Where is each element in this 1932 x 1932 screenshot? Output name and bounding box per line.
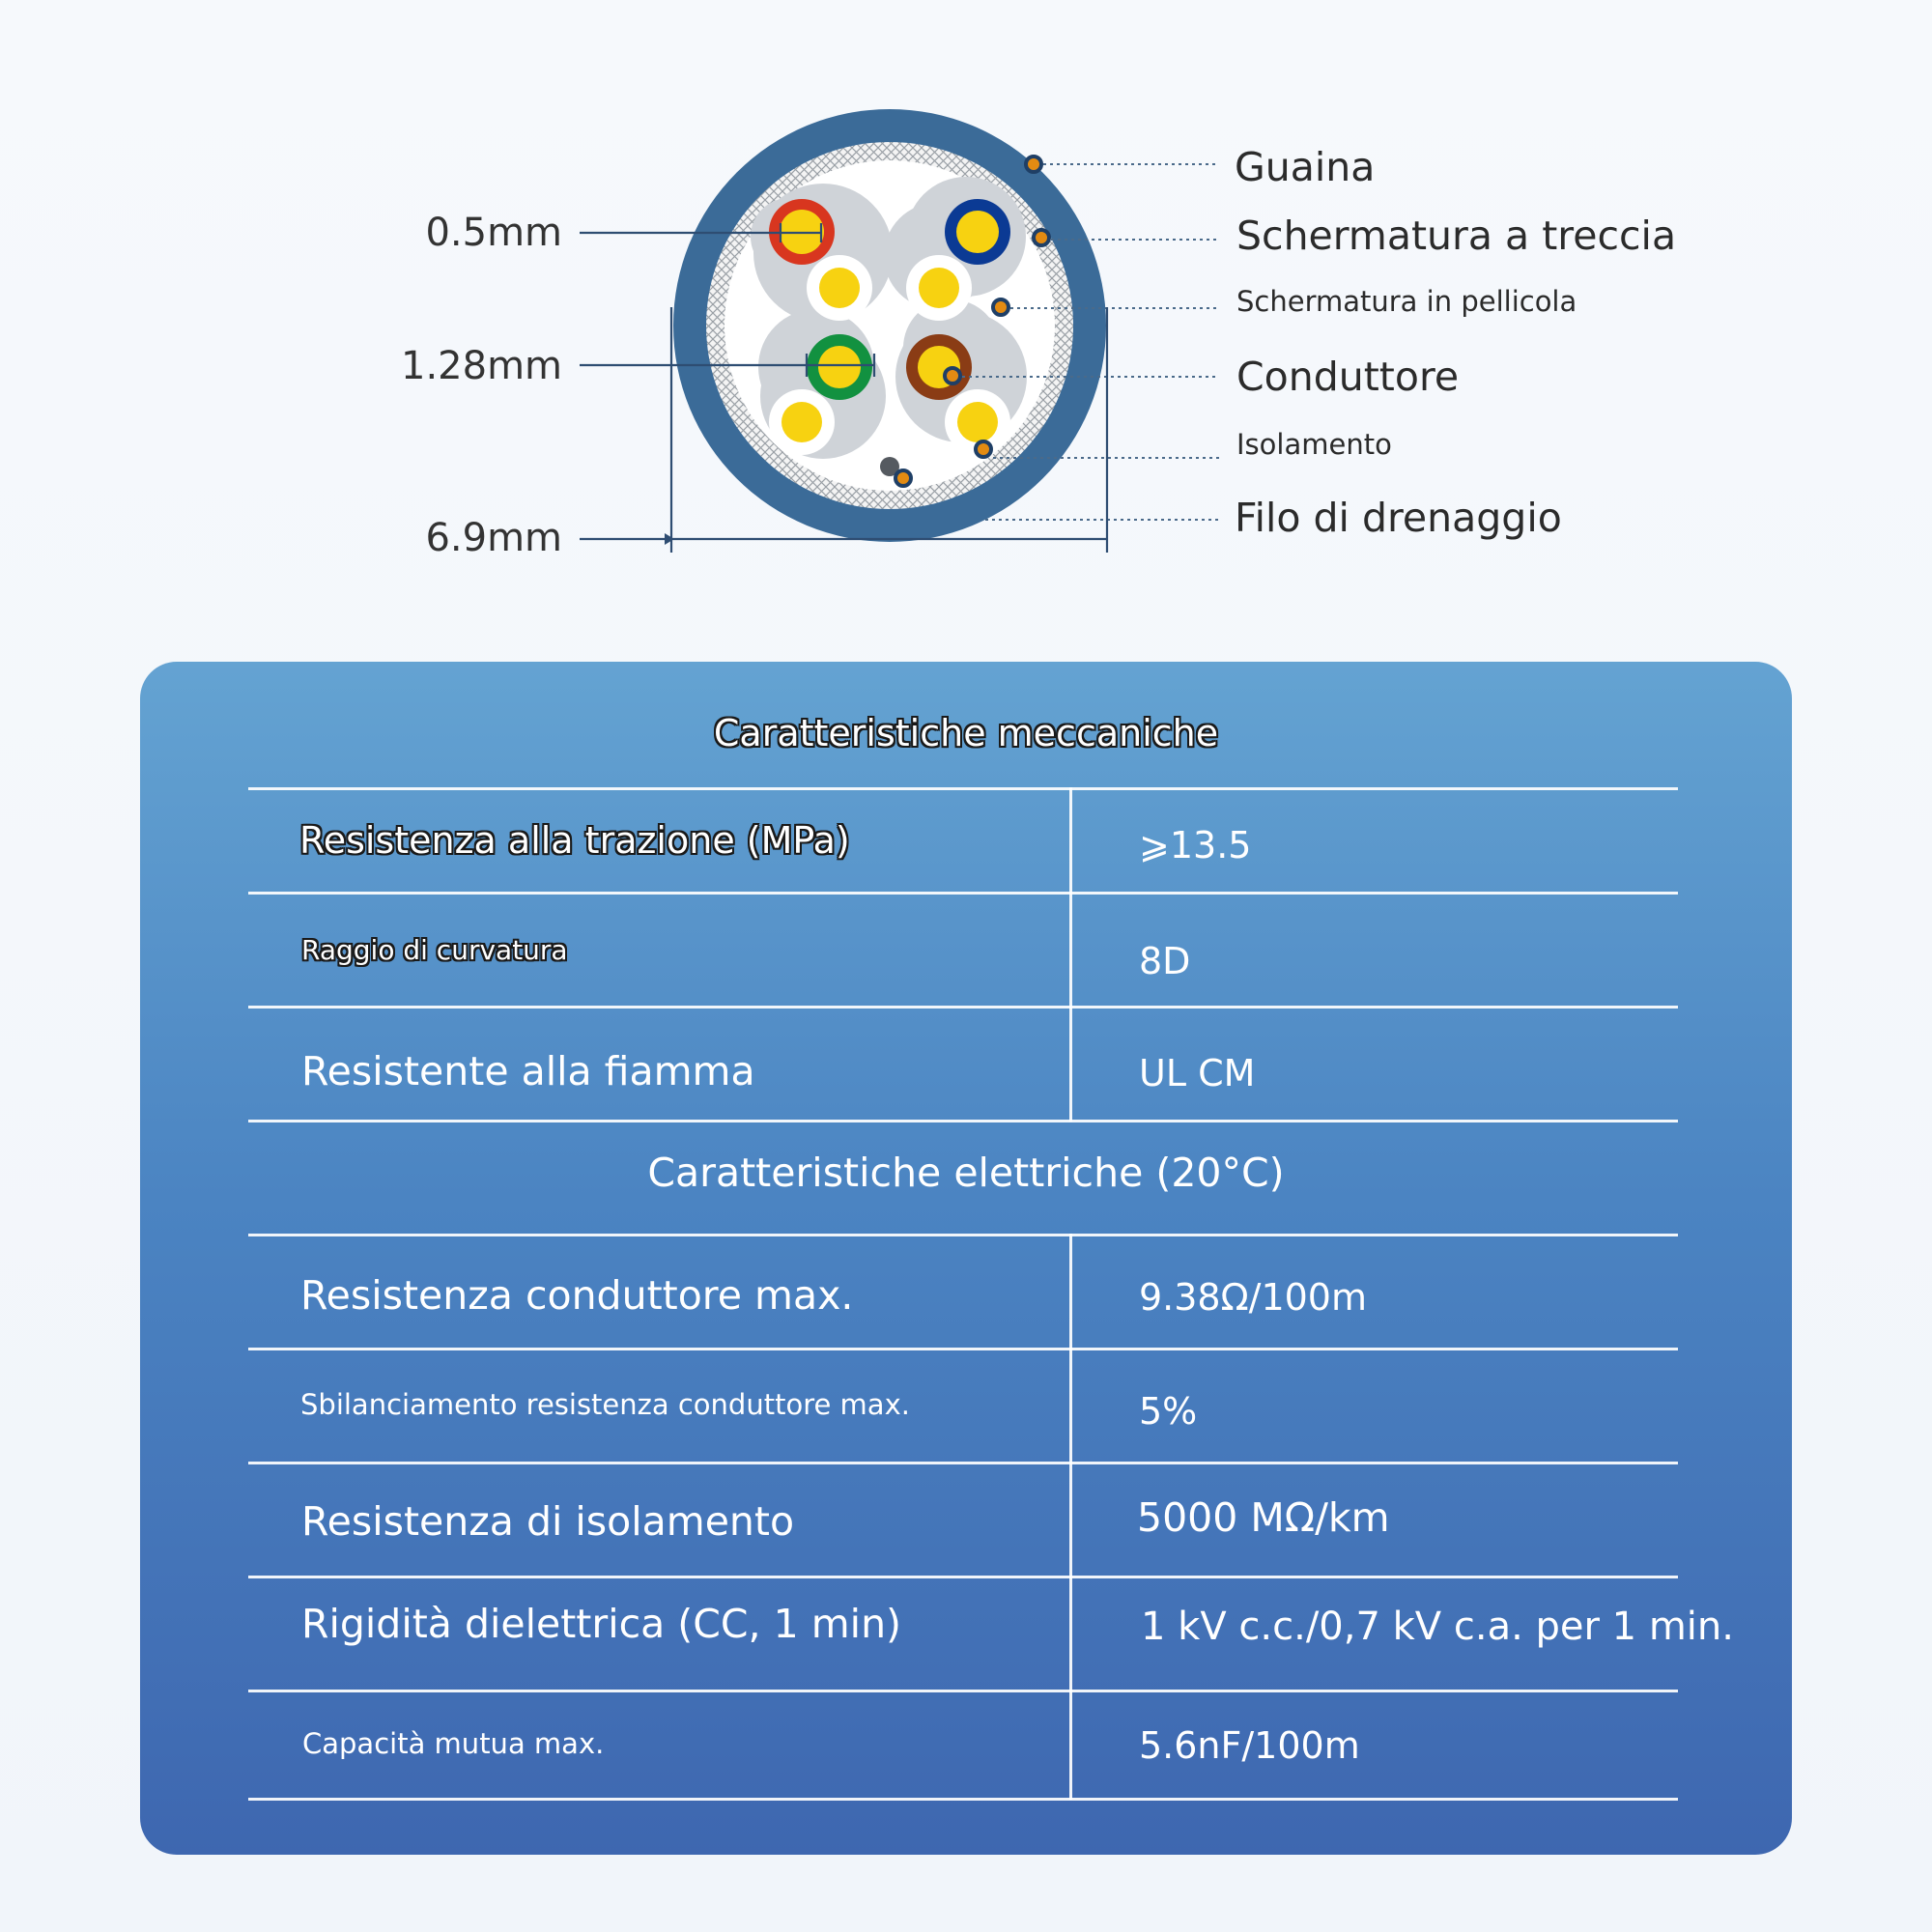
dimline-arrow [665,533,674,545]
marker-drain [895,470,911,486]
spec-label-mutual-capacitance: Capacità mutua max. [302,1727,605,1760]
specifications-panel [140,662,1792,1855]
spec-label-dielectric-strength: Rigidità dielettrica (CC, 1 min) [301,1601,902,1647]
wire-green [807,334,872,400]
spec-label-tensile: Resistenza alla trazione (MPa) [299,819,850,862]
spec-label-resistance-unbalance: Sbilanciamento resistenza conduttore max. [300,1388,910,1421]
marker-foil [993,299,1009,315]
wire-white-1 [807,255,872,321]
divider [248,1006,1678,1009]
wire-white-3 [769,389,835,455]
column-divider [1069,787,1072,1122]
spec-label-conductor-resistance: Resistenza conduttore max. [300,1272,854,1319]
label-braid: Schermatura a treccia [1236,213,1677,259]
spec-value-mutual-capacitance: 5.6nF/100m [1139,1724,1360,1767]
divider [248,892,1678,895]
marker-conductor [945,368,960,384]
label-insulation: Isolamento [1236,428,1392,461]
label-jacket: Guaina [1235,144,1376,190]
wire-white-2 [906,255,972,321]
marker-braid [1034,230,1049,245]
spec-label-flame: Resistente alla fiamma [301,1048,755,1094]
wire-brown [906,334,972,400]
divider [248,1576,1678,1578]
dimension-label-outer: 6.9mm [425,516,562,560]
spec-value-tensile: ⩾13.5 [1139,824,1252,867]
divider [248,1690,1678,1692]
label-conductor: Conduttore [1236,354,1460,400]
column-divider [1069,1234,1072,1800]
divider [248,787,1678,790]
marker-insulation [976,441,991,457]
marker-jacket [1026,156,1041,172]
wire-blue [945,199,1010,265]
spec-value-flame: UL CM [1139,1052,1256,1094]
divider [248,1234,1678,1236]
spec-value-dielectric-strength: 1 kV c.c./0,7 kV c.a. per 1 min. [1141,1605,1734,1649]
spec-value-insulation-resistance: 5000 MΩ/km [1137,1494,1390,1541]
spec-value-resistance-unbalance: 5% [1139,1390,1198,1433]
spec-value-bend-radius: 8D [1139,940,1191,982]
label-drain: Filo di drenaggio [1235,495,1562,541]
dimension-label-conductor: 0.5mm [425,211,562,255]
label-foil: Schermatura in pellicola [1236,285,1577,318]
mechanical-section-title: Caratteristiche meccaniche [713,712,1219,754]
divider [248,1348,1678,1350]
divider [248,1462,1678,1464]
cable-cross-section-diagram [0,0,1932,628]
divider [248,1798,1678,1801]
spec-label-bend-radius: Raggio di curvatura [301,934,568,966]
spec-label-insulation-resistance: Resistenza di isolamento [301,1498,795,1545]
dimension-label-insulation: 1.28mm [401,344,562,388]
spec-value-conductor-resistance: 9.38Ω/100m [1139,1276,1367,1319]
electrical-section-title: Caratteristiche elettriche (20°C) [647,1150,1285,1196]
divider [248,1120,1678,1122]
